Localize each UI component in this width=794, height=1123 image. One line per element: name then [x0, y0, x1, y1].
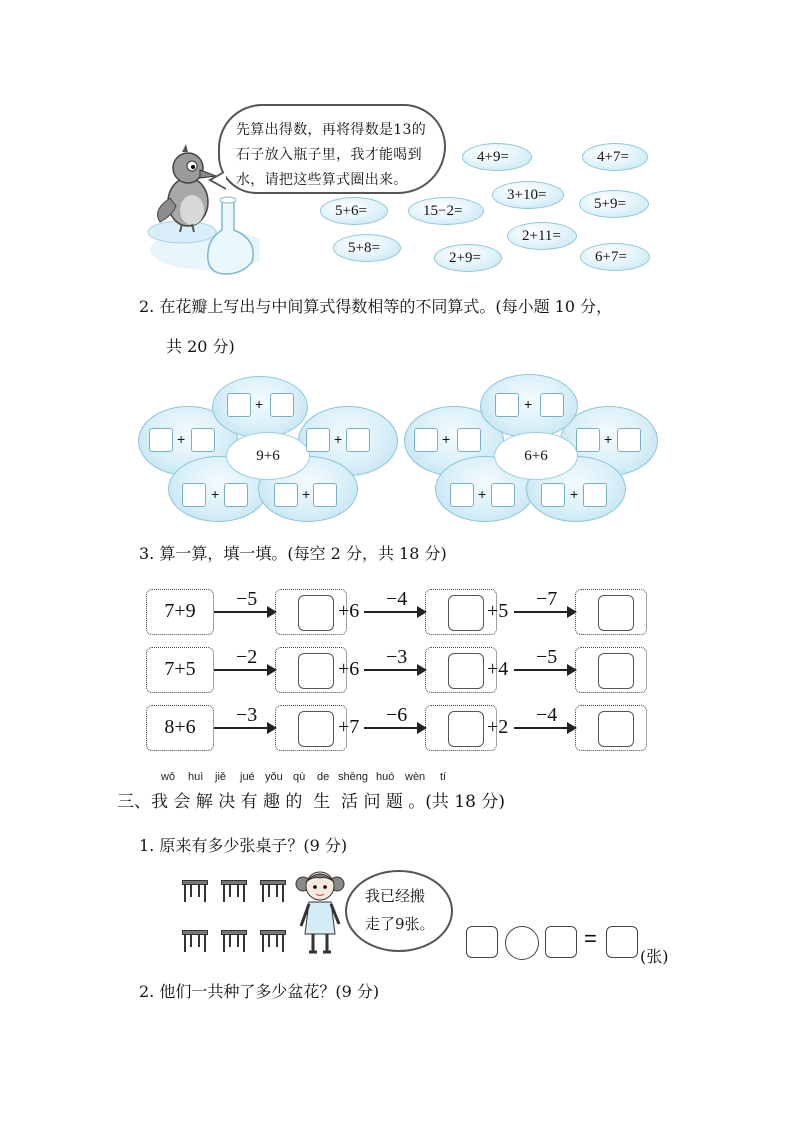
stone-expression[interactable]: 4+7= — [582, 143, 648, 171]
answer-box[interactable] — [298, 595, 334, 631]
question-2-title: 2. 在花瓣上写出与中间算式得数相等的不同算式。(每小题 10 分， — [139, 297, 613, 316]
chain-arrow — [214, 669, 276, 671]
desk-icon — [260, 930, 286, 952]
chain-start: 8+6 — [146, 705, 214, 751]
stone-expression[interactable]: 2+11= — [507, 222, 577, 250]
chain-step — [275, 705, 347, 751]
chain-start: 7+9 — [146, 589, 214, 635]
chain-step — [575, 647, 647, 693]
answer-box[interactable] — [298, 653, 334, 689]
stone-expression[interactable]: 3+10= — [492, 181, 564, 209]
petal-answer-box[interactable] — [540, 393, 564, 417]
stone-expression[interactable]: 5+8= — [333, 234, 401, 262]
desk-icon — [260, 880, 286, 902]
chain-arrow — [214, 727, 276, 729]
equation-number-box[interactable] — [545, 926, 577, 958]
equation-result-box[interactable] — [606, 926, 638, 958]
stone-expression[interactable]: 15−2= — [408, 197, 484, 225]
chain-step — [275, 589, 347, 635]
petal-answer-box[interactable] — [313, 483, 337, 507]
chain-arrow — [364, 669, 426, 671]
desk-icon — [182, 880, 208, 902]
stone-expression[interactable]: 2+9= — [434, 244, 502, 272]
desk-icon — [221, 880, 247, 902]
petal-answer-box[interactable] — [149, 428, 173, 452]
section-3-question-1-title: 1. 原来有多少张桌子？(9 分) — [139, 836, 348, 855]
petal-answer-box[interactable] — [457, 428, 481, 452]
chain-arrow — [514, 727, 576, 729]
girl-speech-bubble — [345, 870, 453, 952]
crow-speech-bubble — [218, 104, 446, 194]
petal-answer-box[interactable] — [270, 393, 294, 417]
flower-center-expression: 6+6 — [494, 432, 578, 480]
chain-arrow — [214, 611, 276, 613]
girl-speech-line: 走了9张。 — [365, 915, 435, 933]
petal-answer-box[interactable] — [450, 483, 474, 507]
chain-step — [575, 589, 647, 635]
stone-expression[interactable]: 5+9= — [579, 190, 649, 218]
chain-arrow — [364, 727, 426, 729]
petal-answer-box[interactable] — [227, 393, 251, 417]
chain-start: 7+5 — [146, 647, 214, 693]
petal-answer-box[interactable] — [224, 483, 248, 507]
chain-arrow — [514, 611, 576, 613]
answer-box[interactable] — [598, 595, 634, 631]
question-2-title-cont: 共 20 分) — [166, 337, 235, 356]
question-3-title: 3. 算一算，填一填。(每空 2 分，共 18 分) — [139, 544, 447, 563]
petal-answer-box[interactable] — [491, 483, 515, 507]
petal-answer-box[interactable] — [346, 428, 370, 452]
speech-line: 先算出得数，再将得数是13的 — [236, 122, 427, 138]
stone-expression[interactable]: 4+9= — [462, 143, 532, 171]
section-3-question-2-title: 2. 他们一共种了多少盆花？(9 分) — [139, 982, 380, 1001]
petal-answer-box[interactable] — [495, 393, 519, 417]
girl-speech-line: 我已经搬 — [365, 887, 426, 905]
operator-circle[interactable] — [505, 926, 539, 960]
girl-illustration — [295, 866, 345, 958]
speech-line: 石子放入瓶子里，我才能喝到 — [236, 147, 422, 163]
petal-answer-box[interactable] — [414, 428, 438, 452]
petal-answer-box[interactable] — [576, 428, 600, 452]
petal-answer-box[interactable] — [617, 428, 641, 452]
petal-answer-box[interactable] — [541, 483, 565, 507]
chain-step — [575, 705, 647, 751]
petal-answer-box[interactable] — [191, 428, 215, 452]
desk-icon — [221, 930, 247, 952]
equals-sign: = — [584, 926, 597, 951]
answer-box[interactable] — [448, 653, 484, 689]
petal-answer-box[interactable] — [182, 483, 206, 507]
petal-answer-box[interactable] — [274, 483, 298, 507]
speech-line: 水，请把这些算式圈出来。 — [236, 172, 408, 188]
chain-arrow — [514, 669, 576, 671]
answer-box[interactable] — [448, 595, 484, 631]
answer-box[interactable] — [598, 711, 634, 747]
stone-expression[interactable]: 5+6= — [320, 197, 388, 225]
answer-box[interactable] — [598, 653, 634, 689]
answer-box[interactable] — [298, 711, 334, 747]
chain-arrow — [364, 611, 426, 613]
section-3-title: 三、我 会 解 决 有 趣 的 生 活 问 题 。(共 18 分) — [117, 792, 505, 812]
chain-step — [275, 647, 347, 693]
equation-number-box[interactable] — [466, 926, 498, 958]
petal-answer-box[interactable] — [583, 483, 607, 507]
flower-center-expression: 9+6 — [226, 432, 310, 480]
petal-answer-box[interactable] — [306, 428, 330, 452]
desk-icon — [182, 930, 208, 952]
answer-box[interactable] — [448, 711, 484, 747]
unit-label: (张) — [640, 947, 669, 966]
stone-expression[interactable]: 6+7= — [580, 243, 650, 271]
